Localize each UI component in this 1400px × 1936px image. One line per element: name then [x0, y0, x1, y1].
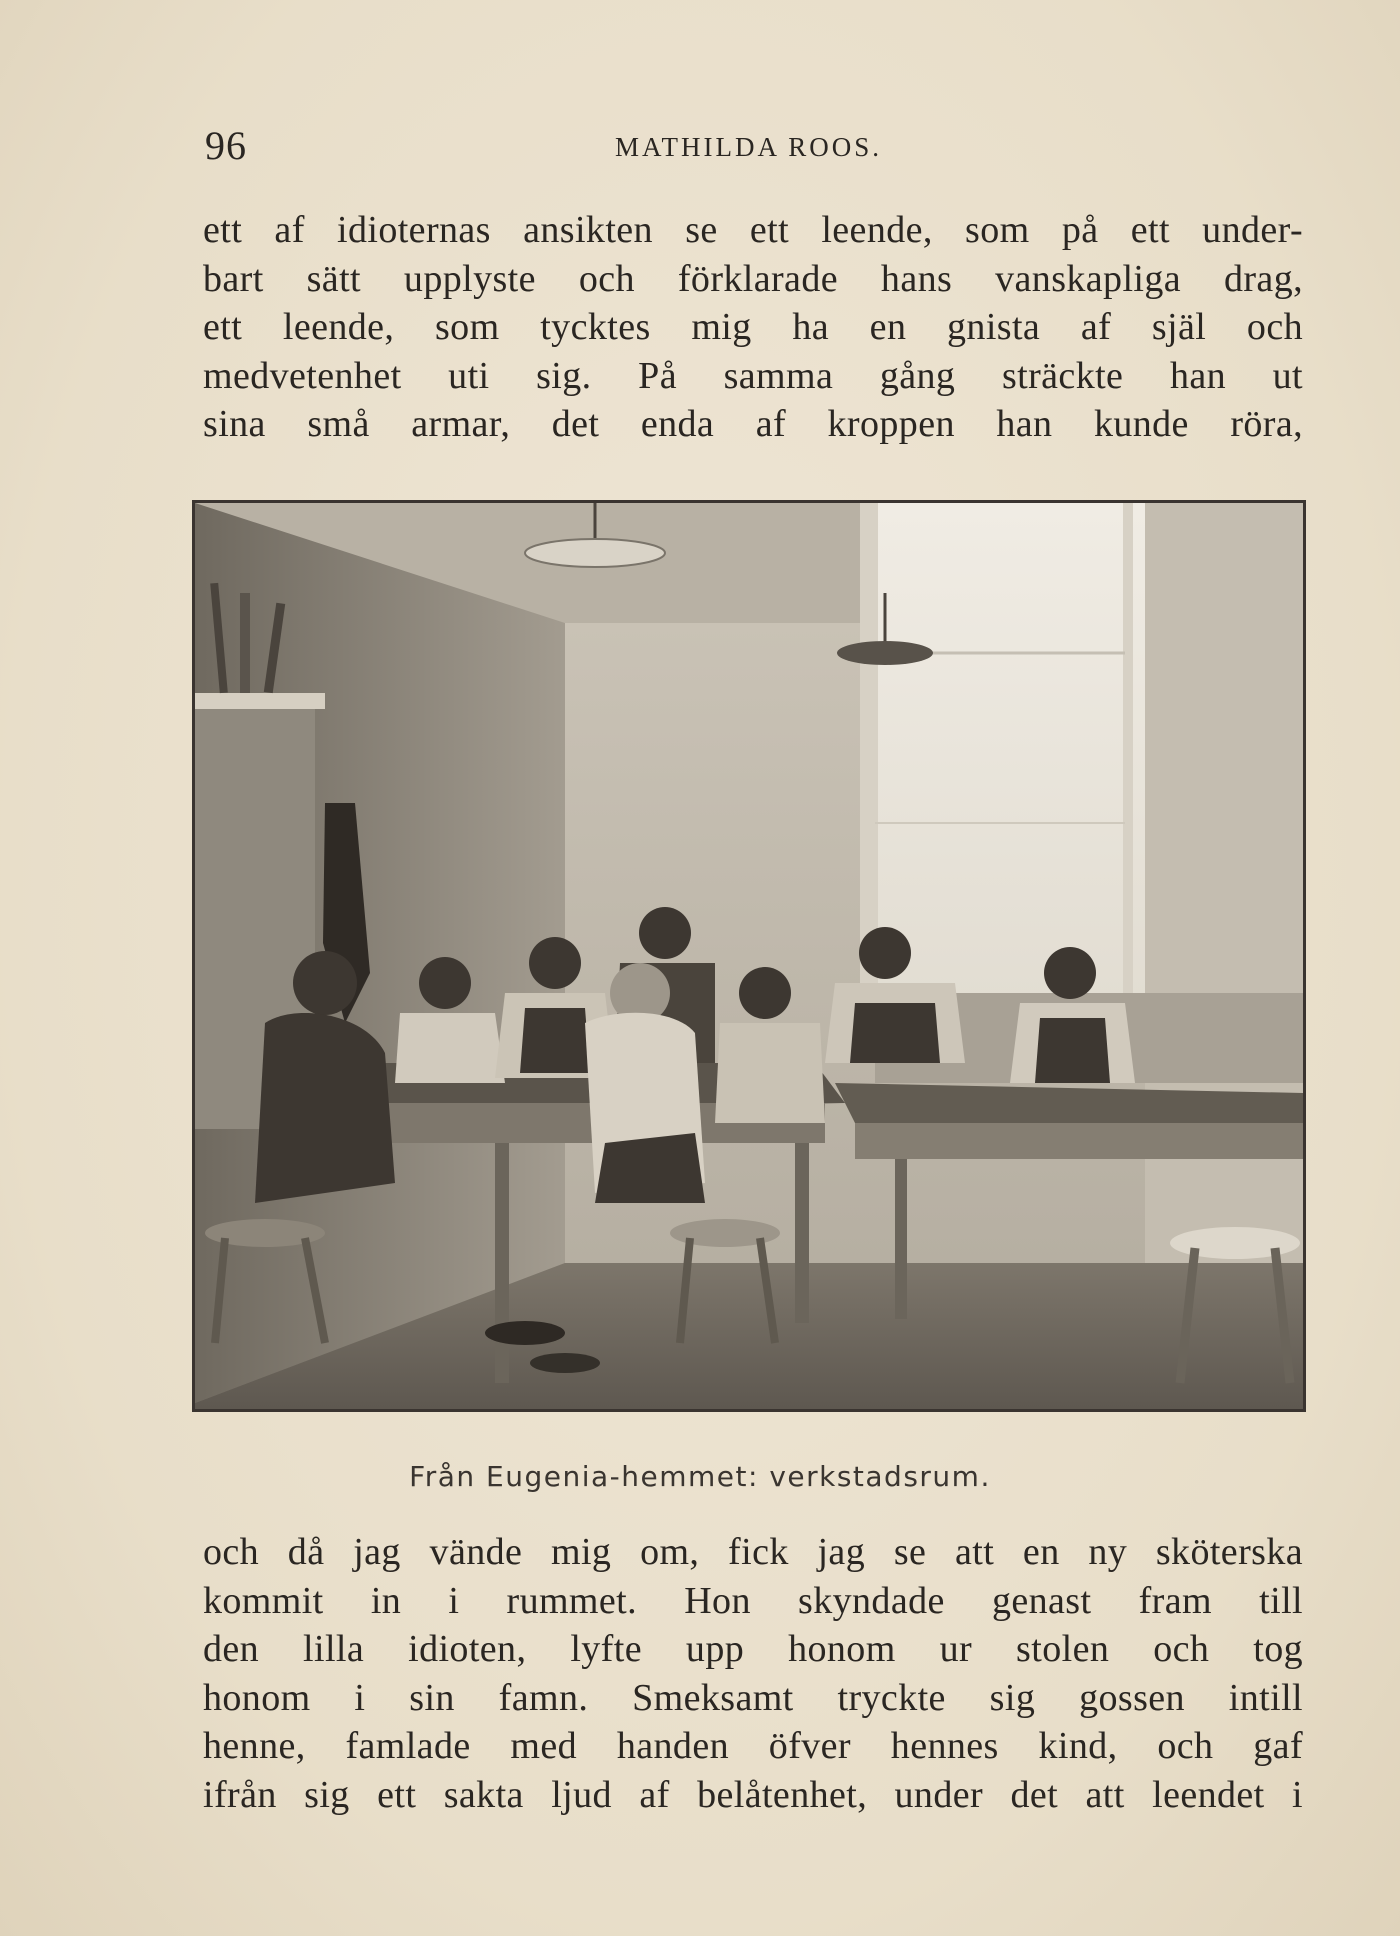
- figure-caption: Från Eugenia-hemmet: verkstadsrum.: [409, 1460, 991, 1493]
- workshop-photograph: [192, 500, 1306, 1412]
- page-number: 96: [205, 123, 247, 168]
- text-line: bart sätt upplyste och förklarade hans vanskapliga drag,: [203, 257, 1303, 300]
- text-line: honom i sin famn. Smeksamt tryckte sig gossen intill: [203, 1676, 1303, 1719]
- paragraph-bottom: [203, 1528, 1303, 1819]
- photo-illustration: [195, 503, 1303, 1409]
- text-line: ett leende, som tycktes mig ha en gnista af själ och: [203, 306, 1303, 348]
- text-line: medvetenhet uti sig. På samma gång sträckte han ut: [203, 354, 1303, 397]
- text-line: kommit in i rummet. Hon skyndade genast fram till: [203, 1579, 1303, 1622]
- running-title: MATHILDA ROOS.: [615, 132, 883, 162]
- text-line: och då jag vände mig om, fick jag se att en ny sköterska: [203, 1531, 1303, 1573]
- page-header: [205, 122, 1305, 168]
- paragraph-top: [203, 206, 1303, 449]
- text-line: sina små armar, det enda af kroppen han kunde röra,: [203, 403, 1303, 445]
- text-line: den lilla idioten, lyfte upp honom ur stolen och tog: [203, 1628, 1303, 1670]
- text-line: ett af idioternas ansikten se ett leende, som på ett under-: [203, 209, 1303, 251]
- text-line: henne, famlade med handen öfver hennes kind, och gaf: [203, 1725, 1303, 1767]
- text-line: ifrån sig ett sakta ljud af belåtenhet, under det att leendet i: [203, 1773, 1303, 1816]
